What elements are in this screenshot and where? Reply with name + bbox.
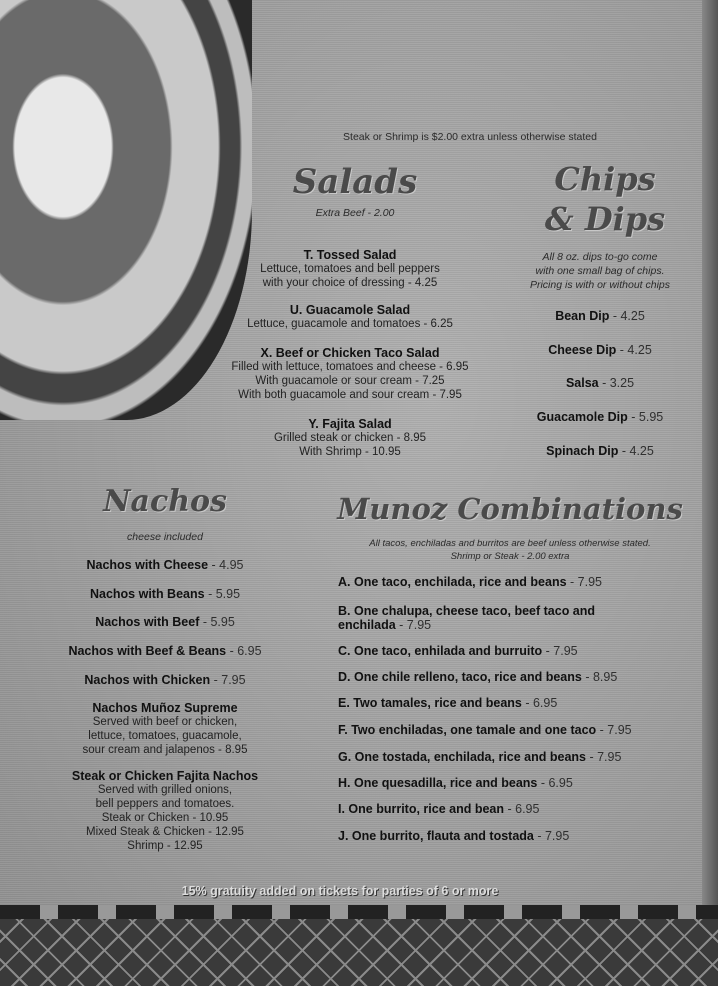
combinations-note bbox=[330, 537, 690, 563]
dips-list bbox=[500, 309, 700, 458]
combo-item: E. Two tamales, rice and beans - 6.95 bbox=[338, 696, 558, 710]
salad-item bbox=[200, 303, 500, 331]
salad-name: X. Beef or Chicken Taco Salad bbox=[260, 346, 440, 360]
dip-item: Salsa - 3.25 bbox=[565, 376, 635, 390]
nachos-list bbox=[20, 558, 310, 853]
dip-item: Bean Dip - 4.25 bbox=[555, 309, 645, 323]
nachos-subtitle: cheese included bbox=[127, 531, 203, 543]
nacho-item: Nachos with Chicken - 7.95 bbox=[84, 673, 246, 687]
salad-item bbox=[200, 417, 500, 459]
salad-name: Y. Fajita Salad bbox=[308, 417, 392, 431]
salad-desc: Lettuce, tomatoes and bell peppers bbox=[260, 263, 440, 275]
salad-desc: Lettuce, guacamole and tomatoes - 6.25 bbox=[247, 318, 453, 330]
nacho-item: Nachos with Beef - 5.95 bbox=[95, 615, 235, 629]
salads-subtitle: Extra Beef - 2.00 bbox=[315, 207, 395, 219]
combo-item: C. One taco, enhilada and burruito - 7.95 bbox=[338, 644, 578, 658]
combo-item: B. One chalupa, cheese taco, beef taco and enchilada - 7.95 bbox=[338, 604, 596, 632]
combo-item: J. One burrito, flauta and tostada - 7.95 bbox=[338, 829, 570, 843]
decorative-border-trim bbox=[0, 905, 718, 919]
salad-name: T. Tossed Salad bbox=[303, 248, 397, 262]
nacho-supreme: Nachos Muñoz Supreme Served with beef or chicken, lettuce, tomatoes, guacamole, sour cream and jalapenos - 8.95 bbox=[82, 701, 248, 756]
nacho-item: Nachos with Beans - 5.95 bbox=[89, 587, 241, 601]
salads-list bbox=[200, 248, 500, 459]
salad-item bbox=[200, 248, 500, 290]
combo-item: H. One quesadilla, rice and beans - 6.95 bbox=[338, 776, 573, 790]
gratuity-note: 15% gratuity added on tickets for parties of 6 or more bbox=[181, 884, 499, 898]
salad-desc: With guacamole or sour cream - 7.25 bbox=[255, 375, 445, 387]
chips-note bbox=[500, 250, 700, 292]
salad-desc: With both guacamole and sour cream - 7.95 bbox=[238, 389, 462, 401]
combo-item: D. One chile relleno, taco, rice and beans - 8.95 bbox=[338, 670, 618, 684]
dip-item: Cheese Dip - 4.25 bbox=[548, 343, 652, 357]
salad-desc: With Shrimp - 10.95 bbox=[299, 446, 401, 458]
chips-title-line2: & Dips bbox=[544, 200, 666, 238]
combo-item: G. One tostada, enchilada, rice and beans - 7.95 bbox=[338, 750, 622, 764]
salad-desc: Grilled steak or chicken - 8.95 bbox=[273, 432, 427, 444]
dip-item: Guacamole Dip - 5.95 bbox=[536, 410, 664, 424]
combo-item: A. One taco, enchilada, rice and beans - 7.95 bbox=[338, 575, 602, 589]
salads-title: Salads bbox=[292, 162, 418, 202]
combinations-note-line: Shrimp or Steak - 2.00 extra bbox=[450, 551, 570, 562]
chips-title-line1: Chips bbox=[554, 160, 656, 198]
nachos-title: Nachos bbox=[103, 484, 227, 519]
menu-edge bbox=[702, 0, 718, 905]
combinations-title: Munoz Combinations bbox=[337, 492, 683, 526]
dip-item: Spinach Dip - 4.25 bbox=[546, 444, 654, 458]
nacho-item: Nachos with Beef & Beans - 6.95 bbox=[68, 644, 262, 658]
chips-note-line: with one small bag of chips. bbox=[535, 265, 665, 277]
nacho-fajita: Steak or Chicken Fajita Nachos Served with grilled onions, bell peppers and tomatoes. Steak or Chicken - 10.95 Mixed Steak & Chicken - 12.95 Shrimp - 12.95 bbox=[71, 769, 259, 852]
combo-item: F. Two enchiladas, one tamale and one taco - 7.95 bbox=[338, 723, 632, 737]
combinations-list bbox=[338, 575, 688, 843]
combinations-note-line: All tacos, enchiladas and burritos are beef unless otherwise stated. bbox=[369, 538, 651, 549]
salad-item bbox=[200, 346, 500, 402]
combo-item: I. One burrito, rice and bean - 6.95 bbox=[338, 802, 540, 816]
nacho-item: Nachos with Cheese - 4.95 bbox=[86, 558, 244, 572]
salad-desc: with your choice of dressing - 4.25 bbox=[262, 277, 438, 289]
salad-name: U. Guacamole Salad bbox=[289, 303, 411, 317]
chips-note-line: All 8 oz. dips to-go come bbox=[542, 251, 658, 263]
chips-note-line: Pricing is with or without chips bbox=[529, 279, 671, 291]
top-note: Steak or Shrimp is $2.00 extra unless otherwise stated bbox=[343, 131, 597, 143]
salad-desc: Filled with lettuce, tomatoes and cheese - 6.95 bbox=[231, 361, 469, 373]
